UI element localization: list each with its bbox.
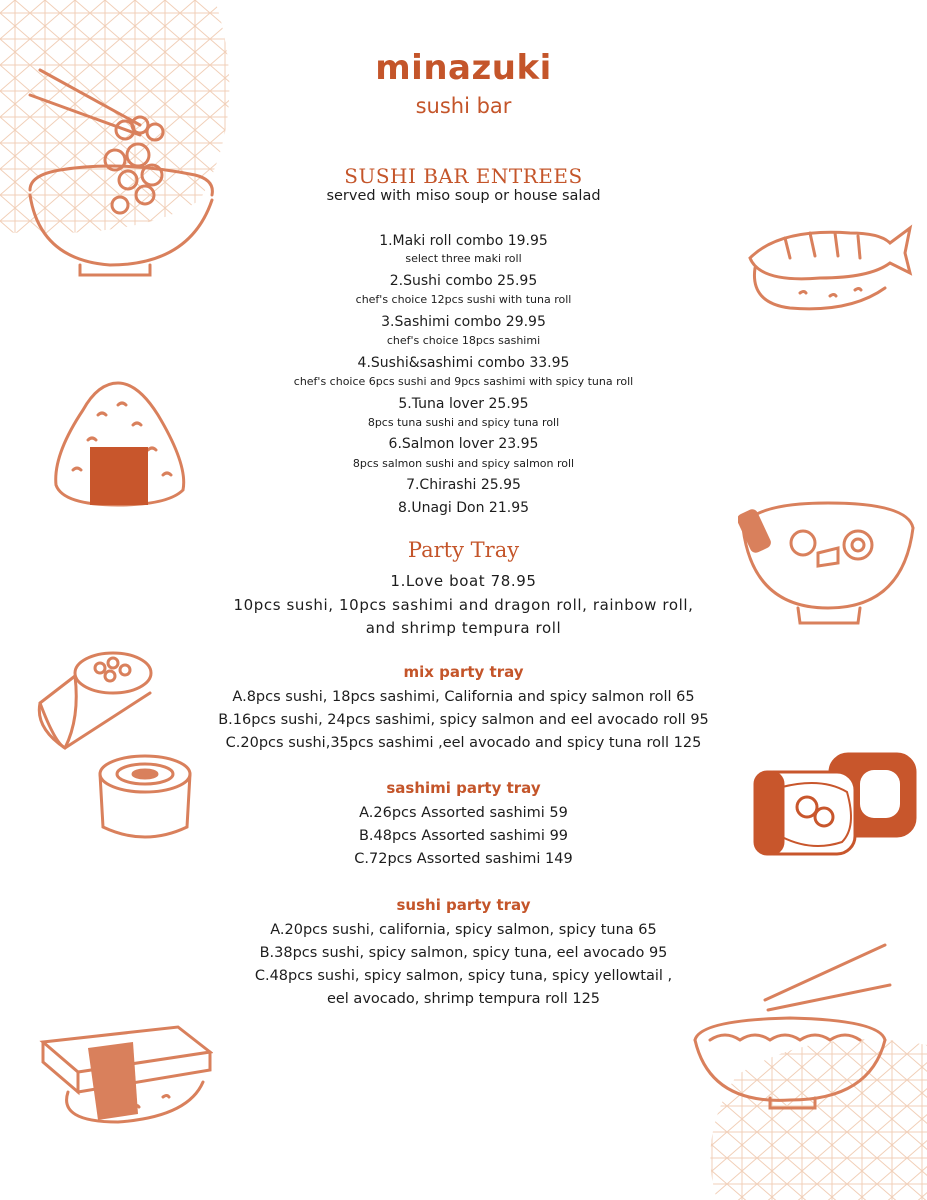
mix-party-heading: mix party tray [403, 663, 524, 681]
entree-note: chef's choice 18pcs sashimi [386, 334, 541, 347]
entree-note: chef's choice 12pcs sushi with tuna roll [355, 293, 572, 306]
entree-item: 8.Unagi Don 21.95 [397, 500, 530, 516]
sashimi-line: C.72pcs Assorted sashimi 149 [354, 851, 573, 867]
mix-line: B.16pcs sushi, 24pcs sashimi, spicy salmon and eel avocado roll 95 [218, 712, 709, 728]
entrees-subtitle: served with miso soup or house salad [326, 188, 601, 204]
entree-note: select three maki roll [405, 252, 522, 265]
sushi-party-heading: sushi party tray [396, 896, 531, 914]
sashimi-line: B.48pcs Assorted sashimi 99 [358, 828, 569, 844]
entree-item: 2.Sushi combo 25.95 [389, 273, 538, 289]
entree-item: 7.Chirashi 25.95 [406, 477, 521, 493]
entrees-heading: SUSHI BAR ENTREES [344, 164, 583, 188]
sushi-line: A.20pcs sushi, california, spicy salmon, spicy tuna 65 [270, 922, 657, 938]
sushi-line: C.48pcs sushi, spicy salmon, spicy tuna, spicy yellowtail , [254, 968, 673, 984]
sushi-line: B.38pcs sushi, spicy salmon, spicy tuna, eel avocado 95 [259, 945, 668, 961]
entree-item: 5.Tuna lover 25.95 [398, 396, 529, 412]
sushi-line: eel avocado, shrimp tempura roll 125 [326, 991, 601, 1007]
sashimi-line: A.26pcs Assorted sashimi 59 [359, 805, 568, 821]
entree-item: 1.Maki roll combo 19.95 [379, 233, 548, 249]
sashimi-party-heading: sashimi party tray [386, 779, 541, 797]
party-tray-heading: Party Tray [407, 538, 520, 562]
party-line: 1.Love boat 78.95 [390, 572, 537, 590]
mix-line: A.8pcs sushi, 18pcs sashimi, California and spicy salmon roll 65 [232, 689, 695, 705]
party-line: 10pcs sushi, 10pcs sashimi and dragon roll, rainbow roll, [233, 596, 694, 614]
entree-note: 8pcs salmon sushi and spicy salmon roll [352, 457, 575, 470]
entree-item: 3.Sashimi combo 29.95 [381, 314, 546, 330]
mix-line: C.20pcs sushi,35pcs sashimi ,eel avocado and spicy tuna roll 125 [225, 735, 702, 751]
entree-item: 6.Salmon lover 23.95 [388, 436, 539, 452]
entree-item: 4.Sushi&sashimi combo 33.95 [357, 355, 570, 371]
brand-title: minazuki [375, 48, 552, 88]
nigiri-icon [38, 1022, 213, 1132]
brand-subtitle: sushi bar [415, 94, 512, 118]
entree-note: chef's choice 6pcs sushi and 9pcs sashimi with spicy tuna roll [293, 375, 634, 388]
party-line: and shrimp tempura roll [365, 619, 562, 637]
entree-note: 8pcs tuna sushi and spicy tuna roll [367, 416, 560, 429]
